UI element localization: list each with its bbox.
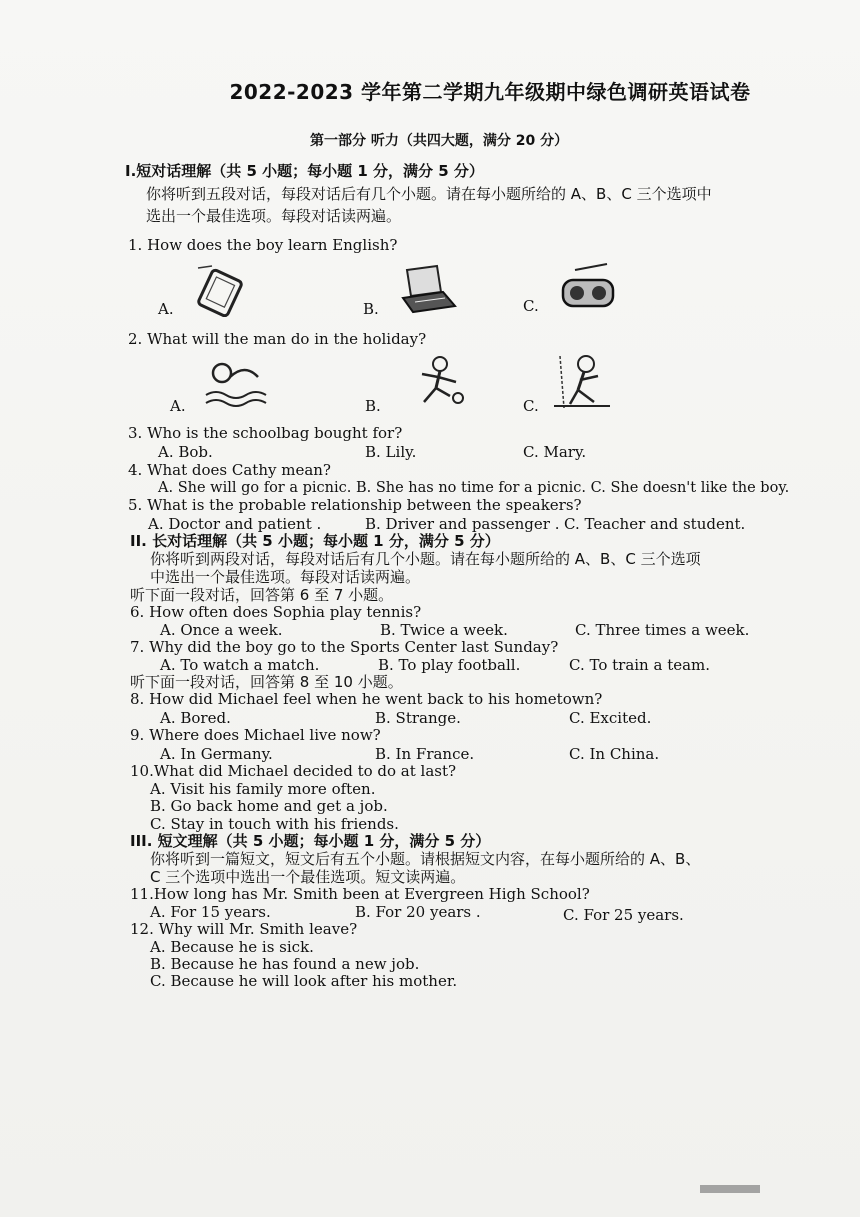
q10-option-b: B. Go back home and get a job. (150, 797, 388, 815)
section-3-instruction-2: C 三个选项中选出一个最佳选项。短文读两遍。 (150, 868, 466, 886)
question-8: 8. How did Michael feel when he went back to his hometown? (130, 690, 603, 708)
question-1: 1. How does the boy learn English? (128, 236, 398, 254)
section-2-instruction-2: 中选出一个最佳选项。每段对话读两遍。 (150, 568, 421, 586)
section-1-instruction-2: 选出一个最佳选项。每段对话读两遍。 (146, 207, 402, 225)
q9-option-a: A. In Germany. (160, 745, 273, 763)
q11-option-b: B. For 20 years . (355, 903, 481, 921)
q5-option-c: C. Teacher and student. (564, 515, 746, 533)
q12-option-c: C. Because he will look after his mother. (150, 972, 458, 990)
swimming-picture (200, 355, 275, 410)
football-picture (410, 352, 470, 410)
q4-options: A. She will go for a picnic. B. She has no time for a picnic. C. She doesn't like the boy. (158, 480, 790, 496)
section-3-instruction: 你将听到一篇短文，短文后有五个小题。请根据短文内容，在每小题所给的 A、B、 (150, 850, 701, 868)
question-12: 12. Why will Mr. Smith leave? (130, 920, 358, 938)
q5-option-a: A. Doctor and patient . (148, 515, 322, 533)
q2-option-b-label: B. (365, 397, 381, 415)
part-heading: 第一部分 听力（共四大题，满分 20 分） (310, 133, 569, 149)
q1-option-b-label: B. (363, 300, 379, 318)
section-2-sub-instruction-1: 听下面一段对话，回答第 6 至 7 小题。 (130, 586, 394, 604)
question-4: 4. What does Cathy mean? (128, 461, 331, 479)
section-2-sub-instruction-2: 听下面一段对话，回答第 8 至 10 小题。 (130, 673, 403, 691)
scan-mark (700, 1185, 760, 1193)
section-1-heading: I.短对话理解（共 5 小题；每小题 1 分，满分 5 分） (125, 162, 484, 180)
q11-option-a: A. For 15 years. (150, 903, 271, 921)
climbing-picture (550, 352, 615, 410)
radio-picture (553, 260, 623, 315)
q1-option-c-label: C. (523, 297, 539, 315)
q9-option-b: B. In France. (375, 745, 475, 763)
question-9: 9. Where does Michael live now? (130, 726, 381, 744)
section-2-heading: II. 长对话理解（共 5 小题；每小题 1 分，满分 5 分） (130, 532, 500, 550)
q8-option-a: A. Bored. (160, 709, 231, 727)
question-10: 10.What did Michael decided to do at last? (130, 762, 457, 780)
q1-option-a-label: A. (158, 300, 174, 318)
q7-option-b: B. To play football. (378, 656, 521, 674)
q11-option-c: C. For 25 years. (563, 906, 684, 924)
q6-option-c: C. Three times a week. (575, 621, 750, 639)
q7-option-c: C. To train a team. (569, 656, 711, 674)
phone-picture (190, 262, 260, 317)
q5-option-b: B. Driver and passenger . (365, 515, 560, 533)
q6-option-a: A. Once a week. (160, 621, 283, 639)
q2-option-c-label: C. (523, 397, 539, 415)
q7-option-a: A. To watch a match. (160, 656, 320, 674)
question-7: 7. Why did the boy go to the Sports Center last Sunday? (130, 638, 559, 656)
q10-option-c: C. Stay in touch with his friends. (150, 815, 399, 833)
exam-title: 2022-2023 学年第二学期九年级期中绿色调研英语试卷 (229, 80, 751, 104)
q8-option-c: C. Excited. (569, 709, 652, 727)
section-1-instruction: 你将听到五段对话，每段对话后有几个小题。请在每小题所给的 A、B、C 三个选项中 (146, 185, 712, 203)
section-3-heading: III. 短文理解（共 5 小题；每小题 1 分，满分 5 分） (130, 832, 491, 850)
question-6: 6. How often does Sophia play tennis? (130, 603, 422, 621)
q6-option-b: B. Twice a week. (380, 621, 508, 639)
q12-option-b: B. Because he has found a new job. (150, 955, 420, 973)
laptop-picture (393, 262, 463, 317)
q8-option-b: B. Strange. (375, 709, 461, 727)
q2-option-a-label: A. (170, 397, 186, 415)
question-11: 11.How long has Mr. Smith been at Evergreen High School? (130, 885, 590, 903)
question-2: 2. What will the man do in the holiday? (128, 330, 427, 348)
question-3: 3. Who is the schoolbag bought for? (128, 424, 403, 442)
q9-option-c: C. In China. (569, 745, 660, 763)
q10-option-a: A. Visit his family more often. (150, 780, 376, 798)
q3-option-b: B. Lily. (365, 443, 417, 461)
q3-option-c: C. Mary. (523, 443, 587, 461)
q12-option-a: A. Because he is sick. (150, 938, 314, 956)
section-2-instruction: 你将听到两段对话，每段对话后有几个小题。请在每小题所给的 A、B、C 三个选项 (150, 550, 701, 568)
question-5: 5. What is the probable relationship between the speakers? (128, 496, 582, 514)
q3-option-a: A. Bob. (158, 443, 213, 461)
